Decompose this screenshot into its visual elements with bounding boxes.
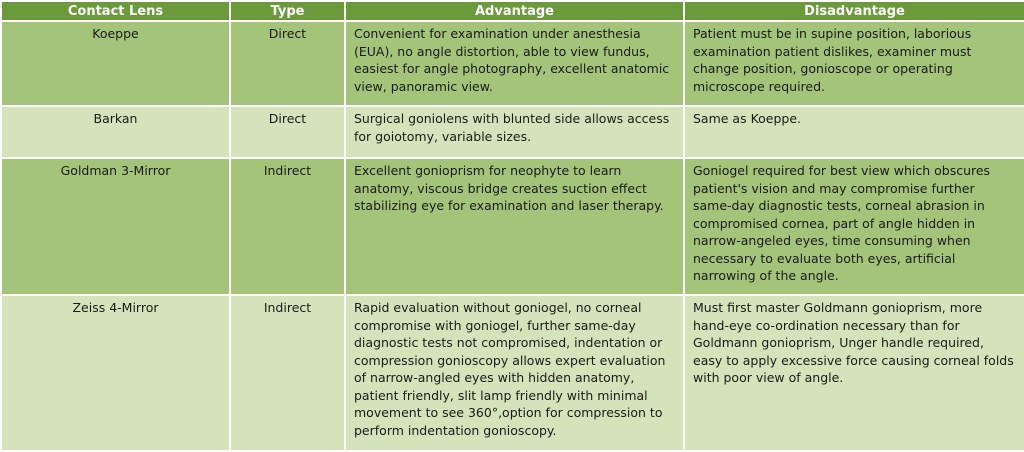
- cell-lens: Barkan: [2, 107, 229, 157]
- table-row: [2, 22, 1024, 105]
- cell-disadvantage: Patient must be in supine position, laborious examination patient dislikes, examiner must change position, gonioscope or operating microscope required.: [685, 22, 1024, 105]
- header-advantage: Advantage: [346, 2, 683, 20]
- cell-disadvantage: Same as Koeppe.: [685, 107, 1024, 157]
- cell-advantage: Convenient for examination under anesthesia (EUA), no angle distortion, able to view fundus, easiest for angle photography, excellent anatomic view, panoramic view.: [346, 22, 683, 105]
- cell-lens: Koeppe: [2, 22, 229, 105]
- cell-disadvantage: Goniogel required for best view which obscures patient's vision and may compromise further same-day diagnostic tests, corneal abrasion in compromised cornea, part of angle hidden in narrow-angeled eyes, time consuming when necessary to evaluate both eyes, artificial narrowing of the angle.: [685, 159, 1024, 294]
- cell-advantage: Surgical goniolens with blunted side allows access for goiotomy, variable sizes.: [346, 107, 683, 157]
- table-row: [2, 107, 1024, 157]
- table-row: [2, 296, 1024, 450]
- header-disadvantage: Disadvantage: [685, 2, 1024, 20]
- cell-lens: Goldman 3-Mirror: [2, 159, 229, 294]
- cell-advantage: Excellent gonioprism for neophyte to learn anatomy, viscous bridge creates suction effect stabilizing eye for examination and laser therapy.: [346, 159, 683, 294]
- cell-lens: Zeiss 4-Mirror: [2, 296, 229, 450]
- cell-type: Indirect: [231, 296, 344, 450]
- cell-type: Indirect: [231, 159, 344, 294]
- header-contact-lens: Contact Lens: [2, 2, 229, 20]
- cell-type: Direct: [231, 107, 344, 157]
- header-type: Type: [231, 2, 344, 20]
- cell-advantage: Rapid evaluation without goniogel, no corneal compromise with goniogel, further same-day diagnostic tests not compromised, indentation or compression gonioscopy allows expert evaluation of narrow-angled eyes with hidden anatomy, patient friendly, slit lamp friendly with minimal movement to see 360°,option for compression to perform indentation gonioscopy.: [346, 296, 683, 450]
- cell-disadvantage: Must first master Goldmann gonioprism, more hand-eye co-ordination necessary than for Goldmann gonioprism, Unger handle required, easy to apply excessive force causing corneal folds with poor view of angle.: [685, 296, 1024, 450]
- header-row: [2, 2, 1024, 20]
- table-row: [2, 159, 1024, 294]
- cell-type: Direct: [231, 22, 344, 105]
